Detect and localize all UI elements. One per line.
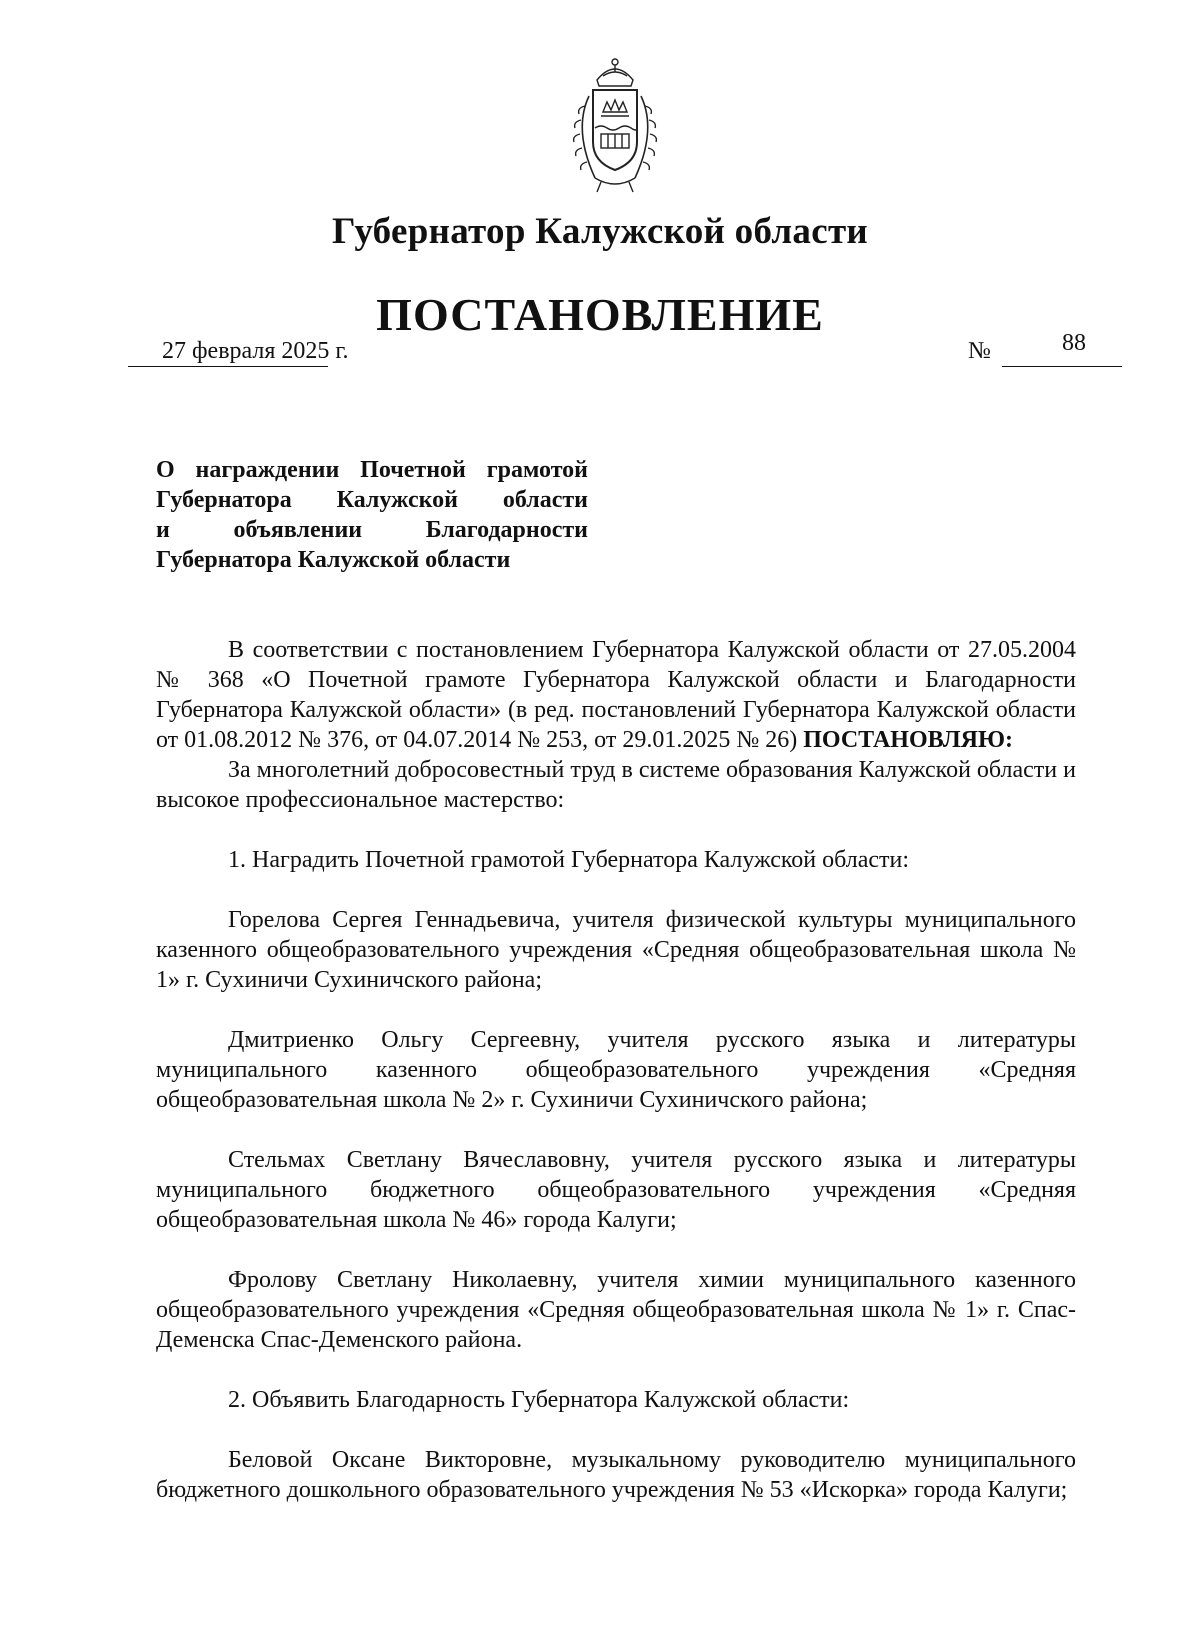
subject-line: О награждении Почетной грамотой: [156, 457, 588, 483]
award-item: Стельмах Светлану Вячеславовну, учителя русского языка и литературы муниципального бюджетного общеобразовательного учреждения «Средняя общеобразовательная школа № 46» города Калуги;: [156, 1147, 1076, 1233]
decree-word: ПОСТАНОВЛЯЮ:: [803, 727, 1013, 753]
reason-paragraph: За многолетний добросовестный труд в системе образования Калужской области и высокое профессиональное мастерство:: [156, 757, 1076, 813]
gratitude-item: Беловой Оксане Викторовне, музыкальному руководителю муниципального бюджетного дошкольного образовательного учреждения № 53 «Искорка» города Калуги;: [156, 1447, 1076, 1503]
number-sign: №: [968, 338, 991, 364]
document-number: 88: [1062, 330, 1086, 356]
preamble-text: В соответствии с постановлением Губернатора Калужской области от 27.05.2004 № 368 «О Почетной грамоте Губернатора Калужской области и Благодарности Губернатора Калужской области» (в ред. постановлений Губернатора Калужской области от 01.08.2012 № 376, от 04.07.2014 № 253, от 29.01.2025 № 26): [156, 637, 1076, 753]
award-item: Фролову Светлану Николаевну, учителя химии муниципального казенного общеобразовательного учреждения «Средняя общеобразовательная школа № 1» г. Спас-Деменска Спас-Деменского района.: [156, 1267, 1076, 1353]
subject-line: Губернатора Калужской области: [156, 487, 588, 513]
award-item: Горелова Сергея Геннадьевича, учителя физической культуры муниципального казенного общеобразовательного учреждения «Средняя общеобразовательная школа № 1» г. Сухиничи Сухиничского района;: [156, 907, 1076, 993]
subject-line: и объявлении Благодарности: [156, 517, 588, 543]
award-item: Дмитриенко Ольгу Сергеевну, учителя русского языка и литературы муниципального казенного общеобразовательного учреждения «Средняя общеобразовательная школа № 2» г. Сухиничи Сухиничского района;: [156, 1027, 1076, 1113]
preamble-paragraph: [156, 635, 1076, 755]
subject-line: Губернатора Калужской области: [156, 547, 511, 573]
issuer-title: Губернатор Калужской области: [331, 211, 869, 252]
section-1-heading: 1. Наградить Почетной грамотой Губернатора Калужской области:: [228, 847, 910, 873]
coat-of-arms-emblem: [555, 50, 675, 195]
document-type-heading: ПОСТАНОВЛЕНИЕ: [376, 289, 824, 340]
document-date: 27 февраля 2025 г.: [162, 338, 349, 364]
section-2-heading: 2. Объявить Благодарность Губернатора Калужской области:: [228, 1387, 850, 1413]
document-subject: [156, 455, 588, 575]
document-body: [156, 635, 1076, 1505]
